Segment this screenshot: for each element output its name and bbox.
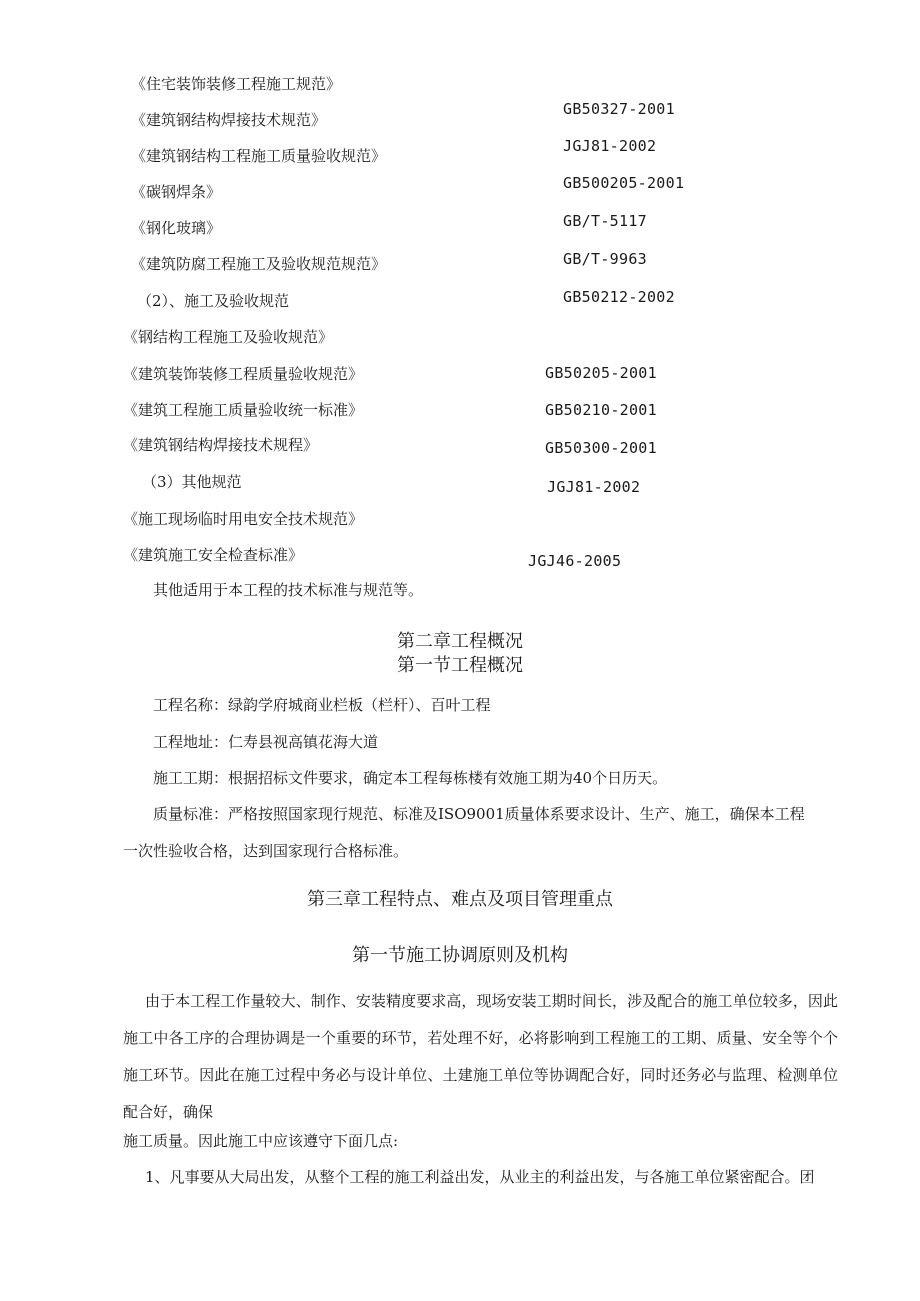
standard-code: GB500205-2001 <box>563 174 685 192</box>
standard-code: JGJ81-2002 <box>547 478 641 496</box>
standard-title: 《钢化玻璃》 <box>131 219 222 237</box>
list-item: 1、凡事要从大局出发，从整个工程的施工利益出发，从业主的利益出发，与各施工单位紧密配合。团 <box>145 1168 815 1186</box>
standard-code: JGJ46-2005 <box>528 552 622 570</box>
body-paragraph: 施工质量。因此施工中应该遵守下面几点: <box>123 1132 399 1150</box>
standard-title: 《建筑钢结构焊接技术规程》 <box>123 436 319 454</box>
standard-code: GB/T-5117 <box>563 212 647 230</box>
standard-code: JGJ81-2002 <box>563 137 657 155</box>
standard-code: GB50212-2002 <box>563 288 675 306</box>
construction-period: 施工工期：根据招标文件要求，确定本工程每栋楼有效施工期为40个日历天。 <box>153 769 668 787</box>
section-title: 第一节施工协调原则及机构 <box>352 945 568 966</box>
standard-title: 《建筑防腐工程施工及验收规范规范》 <box>131 255 387 273</box>
standard-title: 《住宅装饰装修工程施工规范》 <box>131 75 342 93</box>
project-name: 工程名称：绿韵学府城商业栏板（栏杆）、百叶工程 <box>153 696 491 714</box>
standard-code: GB/T-9963 <box>563 250 647 268</box>
standard-title: 《碳钢焊条》 <box>131 183 222 201</box>
section-heading: （3）其他规范 <box>142 473 242 491</box>
standard-title: 《建筑钢结构工程施工质量验收规范》 <box>131 147 387 165</box>
standard-code: GB50210-2001 <box>545 401 657 419</box>
standard-title: 《建筑钢结构焊接技术规范》 <box>131 111 327 129</box>
chapter-title: 第三章工程特点、难点及项目管理重点 <box>307 889 613 910</box>
project-address: 工程地址：仁寿县视高镇花海大道 <box>153 733 379 751</box>
standard-code: GB50327-2001 <box>563 100 675 118</box>
standard-title: 《施工现场临时用电安全技术规范》 <box>123 510 364 528</box>
section-heading: （2）、施工及验收规范 <box>137 292 290 310</box>
standard-title: 《建筑施工安全检查标准》 <box>123 546 304 564</box>
standard-code: GB50205-2001 <box>545 364 657 382</box>
section-title: 第一节工程概况 <box>397 655 523 676</box>
standard-code: GB50300-2001 <box>545 439 657 457</box>
quality-standard-cont: 一次性验收合格，达到国家现行合格标准。 <box>123 842 409 860</box>
standard-title: 《建筑工程施工质量验收统一标准》 <box>123 401 364 419</box>
closing-note: 其他适用于本工程的技术标准与规范等。 <box>153 581 424 599</box>
chapter-title: 第二章工程概况 <box>397 631 523 652</box>
standard-title: 《建筑装饰装修工程质量验收规范》 <box>123 365 364 383</box>
body-paragraph: 由于本工程工作量较大、制作、安装精度要求高，现场安装工期时间长，涉及配合的施工单位较多，因此施工中各工序的合理协调是一个重要的环节，若处理不好，必将影响到工程施工的工期、质量、安全等个个施工环节。因此在施工过程中务必与设计单位、土建施工单位等协调配合好，同时还务必与监理、检测单位配合好，确保 <box>123 992 838 1121</box>
standard-title: 《钢结构工程施工及验收规范》 <box>123 328 334 346</box>
quality-standard: 质量标准：严格按照国家现行规范、标准及ISO9001质量体系要求设计、生产、施工，确保本工程 <box>153 805 805 823</box>
